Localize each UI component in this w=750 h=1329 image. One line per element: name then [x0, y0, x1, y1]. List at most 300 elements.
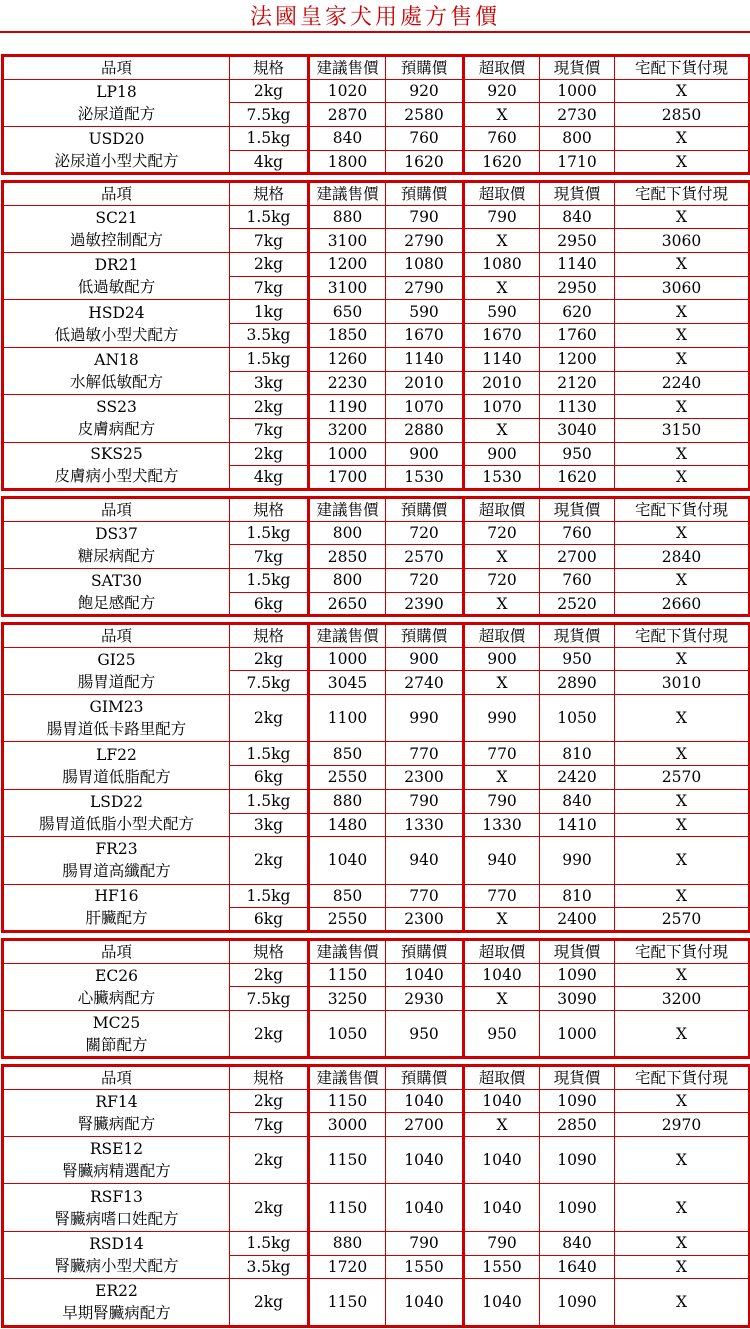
- table-row: [3, 647, 750, 671]
- pickup-price-cell: 790: [464, 789, 540, 813]
- preorder-price-cell: 940: [386, 837, 464, 884]
- table-row: [3, 253, 750, 277]
- instock-price-cell: 2520: [540, 592, 615, 616]
- cod-delivery-cell: X: [615, 1279, 750, 1326]
- size-cell: 4kg: [230, 466, 309, 490]
- column-header: 宅配下貨付現: [615, 940, 750, 964]
- preorder-price-cell: 790: [386, 789, 464, 813]
- suggested-price-cell: 1260: [309, 347, 386, 371]
- pickup-price-cell: X: [464, 908, 540, 932]
- product-description: 飽足感配方: [77, 593, 156, 612]
- column-header: 品項: [3, 182, 230, 206]
- cod-delivery-cell: X: [615, 837, 750, 884]
- preorder-price-cell: 1140: [386, 347, 464, 371]
- size-cell: 2kg: [230, 1279, 309, 1326]
- pickup-price-cell: 990: [464, 695, 540, 742]
- suggested-price-cell: 1800: [309, 150, 386, 174]
- size-cell: 2kg: [230, 253, 309, 277]
- suggested-price-cell: 840: [309, 127, 386, 151]
- table-row: [3, 1231, 750, 1255]
- suggested-price-cell: 2650: [309, 592, 386, 616]
- preorder-price-cell: 2570: [386, 545, 464, 569]
- title-underline: [0, 31, 750, 33]
- product-code: SC21: [95, 208, 138, 227]
- column-header: 宅配下貨付現: [615, 56, 750, 80]
- suggested-price-cell: 3100: [309, 276, 386, 300]
- instock-price-cell: 1000: [540, 79, 615, 103]
- suggested-price-cell: 880: [309, 205, 386, 229]
- instock-price-cell: 1000: [540, 1011, 615, 1058]
- product-description: 糖尿病配方: [77, 546, 156, 565]
- size-cell: 1.5kg: [230, 347, 309, 371]
- product-name-cell: [3, 789, 230, 836]
- pickup-price-cell: 590: [464, 300, 540, 324]
- suggested-price-cell: 2850: [309, 545, 386, 569]
- cod-delivery-cell: X: [615, 1011, 750, 1058]
- size-cell: 4kg: [230, 150, 309, 174]
- table-row: [3, 1184, 750, 1231]
- column-header: 規格: [230, 498, 309, 522]
- product-description: 早期腎臟病配方: [62, 1303, 171, 1322]
- pickup-price-cell: 720: [464, 521, 540, 545]
- product-code: MC25: [92, 1013, 141, 1032]
- product-description: 心臟病配方: [77, 988, 156, 1007]
- suggested-price-cell: 650: [309, 300, 386, 324]
- product-description: 腎臟病配方: [77, 1114, 156, 1133]
- pickup-price-cell: 770: [464, 884, 540, 908]
- pickup-price-cell: 1040: [464, 963, 540, 987]
- cod-delivery-cell: X: [615, 324, 750, 348]
- cod-delivery-cell: X: [615, 205, 750, 229]
- column-header: 品項: [3, 624, 230, 648]
- pickup-price-cell: 790: [464, 205, 540, 229]
- size-cell: 6kg: [230, 592, 309, 616]
- preorder-price-cell: 2580: [386, 103, 464, 127]
- size-cell: 1.5kg: [230, 789, 309, 813]
- suggested-price-cell: 1850: [309, 324, 386, 348]
- size-cell: 2kg: [230, 837, 309, 884]
- preorder-price-cell: 790: [386, 205, 464, 229]
- suggested-price-cell: 850: [309, 884, 386, 908]
- column-header: 現貨價: [540, 1066, 615, 1090]
- table-header-row: [3, 498, 750, 522]
- cod-delivery-cell: 3150: [615, 418, 750, 442]
- preorder-price-cell: 1330: [386, 813, 464, 837]
- product-name-cell: [3, 569, 230, 616]
- price-section: [1, 938, 750, 1059]
- size-cell: 7.5kg: [230, 103, 309, 127]
- cod-delivery-cell: X: [615, 395, 750, 419]
- suggested-price-cell: 880: [309, 789, 386, 813]
- size-cell: 1.5kg: [230, 127, 309, 151]
- size-cell: 2kg: [230, 442, 309, 466]
- suggested-price-cell: 800: [309, 521, 386, 545]
- product-name-cell: [3, 884, 230, 931]
- product-description: 低過敏小型犬配方: [54, 325, 179, 344]
- column-header: 建議售價: [309, 1066, 386, 1090]
- product-name-cell: [3, 837, 230, 884]
- instock-price-cell: 1130: [540, 395, 615, 419]
- size-cell: 1.5kg: [230, 569, 309, 593]
- table-row: [3, 1089, 750, 1113]
- size-cell: 2kg: [230, 1184, 309, 1231]
- price-section: [1, 54, 750, 175]
- instock-price-cell: 1760: [540, 324, 615, 348]
- product-name-cell: [3, 1184, 230, 1231]
- pickup-price-cell: 900: [464, 442, 540, 466]
- table-row: [3, 300, 750, 324]
- cod-delivery-cell: 2840: [615, 545, 750, 569]
- size-cell: 1.5kg: [230, 521, 309, 545]
- size-cell: 1.5kg: [230, 1231, 309, 1255]
- size-cell: 2kg: [230, 1137, 309, 1184]
- cod-delivery-cell: X: [615, 647, 750, 671]
- column-header: 超取價: [464, 56, 540, 80]
- table-row: [3, 1011, 750, 1058]
- preorder-price-cell: 790: [386, 1231, 464, 1255]
- product-description: 腸胃道配方: [77, 672, 156, 691]
- product-code: DS37: [95, 524, 138, 543]
- pickup-price-cell: X: [464, 418, 540, 442]
- preorder-price-cell: 1040: [386, 1137, 464, 1184]
- column-header: 規格: [230, 624, 309, 648]
- size-cell: 1.5kg: [230, 205, 309, 229]
- price-section: [1, 1064, 750, 1328]
- product-description: 腸胃道低脂配方: [62, 767, 171, 786]
- product-description: 腸胃道低脂小型犬配方: [38, 815, 194, 834]
- size-cell: 2kg: [230, 647, 309, 671]
- table-row: [3, 442, 750, 466]
- product-description: 泌尿道小型犬配方: [54, 151, 179, 170]
- pickup-price-cell: 1670: [464, 324, 540, 348]
- suggested-price-cell: 1020: [309, 79, 386, 103]
- instock-price-cell: 950: [540, 647, 615, 671]
- preorder-price-cell: 2300: [386, 766, 464, 790]
- pickup-price-cell: X: [464, 1113, 540, 1137]
- product-description: 低過敏配方: [77, 278, 156, 297]
- instock-price-cell: 2850: [540, 1113, 615, 1137]
- table-header-row: [3, 624, 750, 648]
- preorder-price-cell: 720: [386, 521, 464, 545]
- pickup-price-cell: X: [464, 229, 540, 253]
- product-code: GIM23: [89, 698, 144, 717]
- instock-price-cell: 1200: [540, 347, 615, 371]
- column-header: 建議售價: [309, 498, 386, 522]
- instock-price-cell: 1640: [540, 1255, 615, 1279]
- product-description: 關節配方: [85, 1035, 148, 1054]
- preorder-price-cell: 1620: [386, 150, 464, 174]
- product-description: 皮膚病配方: [77, 420, 156, 439]
- preorder-price-cell: 2790: [386, 276, 464, 300]
- instock-price-cell: 810: [540, 742, 615, 766]
- product-code: FR23: [95, 840, 138, 859]
- pickup-price-cell: X: [464, 766, 540, 790]
- instock-price-cell: 1090: [540, 963, 615, 987]
- instock-price-cell: 760: [540, 521, 615, 545]
- preorder-price-cell: 900: [386, 647, 464, 671]
- suggested-price-cell: 1150: [309, 1137, 386, 1184]
- suggested-price-cell: 880: [309, 1231, 386, 1255]
- instock-price-cell: 1090: [540, 1279, 615, 1326]
- pickup-price-cell: 1040: [464, 1137, 540, 1184]
- pickup-price-cell: 1040: [464, 1089, 540, 1113]
- suggested-price-cell: 3000: [309, 1113, 386, 1137]
- pickup-price-cell: 770: [464, 742, 540, 766]
- table-row: [3, 127, 750, 151]
- size-cell: 7.5kg: [230, 671, 309, 695]
- column-header: 現貨價: [540, 182, 615, 206]
- size-cell: 1.5kg: [230, 742, 309, 766]
- table-row: [3, 79, 750, 103]
- size-cell: 7kg: [230, 545, 309, 569]
- pickup-price-cell: X: [464, 987, 540, 1011]
- size-cell: 3.5kg: [230, 324, 309, 348]
- product-code: EC26: [95, 966, 138, 985]
- pickup-price-cell: 1140: [464, 347, 540, 371]
- preorder-price-cell: 590: [386, 300, 464, 324]
- preorder-price-cell: 1670: [386, 324, 464, 348]
- pickup-price-cell: X: [464, 592, 540, 616]
- pickup-price-cell: 1080: [464, 253, 540, 277]
- preorder-price-cell: 2390: [386, 592, 464, 616]
- pickup-price-cell: 920: [464, 79, 540, 103]
- size-cell: 6kg: [230, 766, 309, 790]
- suggested-price-cell: 1000: [309, 647, 386, 671]
- preorder-price-cell: 2300: [386, 908, 464, 932]
- instock-price-cell: 840: [540, 1231, 615, 1255]
- column-header: 現貨價: [540, 498, 615, 522]
- instock-price-cell: 1410: [540, 813, 615, 837]
- preorder-price-cell: 1040: [386, 1279, 464, 1326]
- pickup-price-cell: 1040: [464, 1184, 540, 1231]
- pickup-price-cell: 790: [464, 1231, 540, 1255]
- suggested-price-cell: 1040: [309, 837, 386, 884]
- product-name-cell: [3, 395, 230, 442]
- pickup-price-cell: 940: [464, 837, 540, 884]
- pickup-price-cell: 1330: [464, 813, 540, 837]
- suggested-price-cell: 2230: [309, 371, 386, 395]
- size-cell: 2kg: [230, 395, 309, 419]
- instock-price-cell: 950: [540, 442, 615, 466]
- column-header: 品項: [3, 498, 230, 522]
- size-cell: 1kg: [230, 300, 309, 324]
- instock-price-cell: 2700: [540, 545, 615, 569]
- column-header: 建議售價: [309, 56, 386, 80]
- instock-price-cell: 2950: [540, 229, 615, 253]
- product-description: 皮膚病小型犬配方: [54, 467, 179, 486]
- product-code: LP18: [96, 82, 137, 101]
- size-cell: 7kg: [230, 418, 309, 442]
- column-header: 預購價: [386, 56, 464, 80]
- product-name-cell: [3, 695, 230, 742]
- column-header: 品項: [3, 1066, 230, 1090]
- cod-delivery-cell: X: [615, 789, 750, 813]
- instock-price-cell: 1090: [540, 1184, 615, 1231]
- table-row: [3, 1279, 750, 1326]
- product-code: SKS25: [90, 445, 143, 464]
- pickup-price-cell: 760: [464, 127, 540, 151]
- cod-delivery-cell: X: [615, 1255, 750, 1279]
- size-cell: 7.5kg: [230, 987, 309, 1011]
- column-header: 宅配下貨付現: [615, 1066, 750, 1090]
- column-header: 超取價: [464, 624, 540, 648]
- suggested-price-cell: 3250: [309, 987, 386, 1011]
- product-code: RSD14: [89, 1235, 144, 1254]
- cod-delivery-cell: X: [615, 1137, 750, 1184]
- column-header: 超取價: [464, 1066, 540, 1090]
- product-name-cell: [3, 205, 230, 252]
- product-name-cell: [3, 253, 230, 300]
- cod-delivery-cell: 2850: [615, 103, 750, 127]
- cod-delivery-cell: 2970: [615, 1113, 750, 1137]
- suggested-price-cell: 1720: [309, 1255, 386, 1279]
- suggested-price-cell: 3100: [309, 229, 386, 253]
- product-description: 腸胃道低卡路里配方: [46, 720, 187, 739]
- cod-delivery-cell: X: [615, 442, 750, 466]
- product-name-cell: [3, 1231, 230, 1278]
- instock-price-cell: 2730: [540, 103, 615, 127]
- product-name-cell: [3, 442, 230, 489]
- price-section: [1, 496, 750, 617]
- table-row: [3, 569, 750, 593]
- preorder-price-cell: 1040: [386, 963, 464, 987]
- size-cell: 2kg: [230, 1011, 309, 1058]
- cod-delivery-cell: X: [615, 79, 750, 103]
- product-name-cell: [3, 1279, 230, 1326]
- column-header: 規格: [230, 56, 309, 80]
- instock-price-cell: 2120: [540, 371, 615, 395]
- cod-delivery-cell: 2660: [615, 592, 750, 616]
- cod-delivery-cell: X: [615, 1231, 750, 1255]
- size-cell: 1.5kg: [230, 884, 309, 908]
- product-name-cell: [3, 127, 230, 174]
- preorder-price-cell: 720: [386, 569, 464, 593]
- table-header-row: [3, 56, 750, 80]
- column-header: 宅配下貨付現: [615, 624, 750, 648]
- size-cell: 3kg: [230, 813, 309, 837]
- instock-price-cell: 810: [540, 884, 615, 908]
- preorder-price-cell: 950: [386, 1011, 464, 1058]
- suggested-price-cell: 850: [309, 742, 386, 766]
- suggested-price-cell: 2550: [309, 766, 386, 790]
- column-header: 預購價: [386, 498, 464, 522]
- suggested-price-cell: 1480: [309, 813, 386, 837]
- instock-price-cell: 1140: [540, 253, 615, 277]
- table-row: [3, 1137, 750, 1184]
- column-header: 預購價: [386, 1066, 464, 1090]
- table-row: [3, 837, 750, 884]
- size-cell: 3.5kg: [230, 1255, 309, 1279]
- pickup-price-cell: X: [464, 103, 540, 127]
- cod-delivery-cell: X: [615, 127, 750, 151]
- size-cell: 7kg: [230, 1113, 309, 1137]
- cod-delivery-cell: X: [615, 569, 750, 593]
- preorder-price-cell: 770: [386, 884, 464, 908]
- preorder-price-cell: 1070: [386, 395, 464, 419]
- instock-price-cell: 3090: [540, 987, 615, 1011]
- product-code: SS23: [96, 398, 137, 417]
- column-header: 宅配下貨付現: [615, 182, 750, 206]
- size-cell: 2kg: [230, 1089, 309, 1113]
- cod-delivery-cell: 2240: [615, 371, 750, 395]
- product-description: 腎臟病小型犬配方: [54, 1257, 179, 1276]
- cod-delivery-cell: X: [615, 253, 750, 277]
- column-header: 規格: [230, 1066, 309, 1090]
- preorder-price-cell: 2880: [386, 418, 464, 442]
- product-code: DR21: [94, 256, 139, 275]
- instock-price-cell: 2420: [540, 766, 615, 790]
- product-name-cell: [3, 647, 230, 694]
- pickup-price-cell: 1530: [464, 466, 540, 490]
- cod-delivery-cell: 3060: [615, 276, 750, 300]
- product-code: HF16: [94, 887, 139, 906]
- column-header: 品項: [3, 940, 230, 964]
- column-header: 品項: [3, 56, 230, 80]
- column-header: 超取價: [464, 182, 540, 206]
- product-code: ER22: [95, 1281, 138, 1300]
- size-cell: 2kg: [230, 695, 309, 742]
- preorder-price-cell: 1040: [386, 1184, 464, 1231]
- column-header: 建議售價: [309, 624, 386, 648]
- table-header-row: [3, 182, 750, 206]
- suggested-price-cell: 1150: [309, 1089, 386, 1113]
- product-code: LF22: [96, 745, 137, 764]
- table-row: [3, 695, 750, 742]
- product-code: GI25: [97, 650, 136, 669]
- column-header: 宅配下貨付現: [615, 498, 750, 522]
- size-cell: 3kg: [230, 371, 309, 395]
- pickup-price-cell: 950: [464, 1011, 540, 1058]
- table-row: [3, 963, 750, 987]
- size-cell: 7kg: [230, 276, 309, 300]
- preorder-price-cell: 1530: [386, 466, 464, 490]
- product-name-cell: [3, 1011, 230, 1058]
- cod-delivery-cell: X: [615, 695, 750, 742]
- instock-price-cell: 3040: [540, 418, 615, 442]
- product-code: RF14: [95, 1092, 138, 1111]
- cod-delivery-cell: X: [615, 300, 750, 324]
- cod-delivery-cell: X: [615, 347, 750, 371]
- product-code: USD20: [88, 129, 145, 148]
- product-name-cell: [3, 300, 230, 347]
- product-code: RSE12: [89, 1140, 144, 1159]
- product-description: 腎臟病嗜口姓配方: [54, 1209, 179, 1228]
- column-header: 超取價: [464, 498, 540, 522]
- preorder-price-cell: 990: [386, 695, 464, 742]
- instock-price-cell: 1090: [540, 1089, 615, 1113]
- cod-delivery-cell: X: [615, 150, 750, 174]
- instock-price-cell: 2950: [540, 276, 615, 300]
- pickup-price-cell: 900: [464, 647, 540, 671]
- suggested-price-cell: 3045: [309, 671, 386, 695]
- preorder-price-cell: 2790: [386, 229, 464, 253]
- suggested-price-cell: 1150: [309, 963, 386, 987]
- table-header-row: [3, 1066, 750, 1090]
- instock-price-cell: 620: [540, 300, 615, 324]
- instock-price-cell: 760: [540, 569, 615, 593]
- cod-delivery-cell: 3060: [615, 229, 750, 253]
- preorder-price-cell: 1080: [386, 253, 464, 277]
- product-name-cell: [3, 963, 230, 1010]
- table-row: [3, 742, 750, 766]
- pickup-price-cell: 1620: [464, 150, 540, 174]
- column-header: 預購價: [386, 624, 464, 648]
- product-description: 泌尿道配方: [77, 104, 156, 123]
- product-code: LSD22: [89, 793, 144, 812]
- size-cell: 6kg: [230, 908, 309, 932]
- preorder-price-cell: 1550: [386, 1255, 464, 1279]
- instock-price-cell: 1710: [540, 150, 615, 174]
